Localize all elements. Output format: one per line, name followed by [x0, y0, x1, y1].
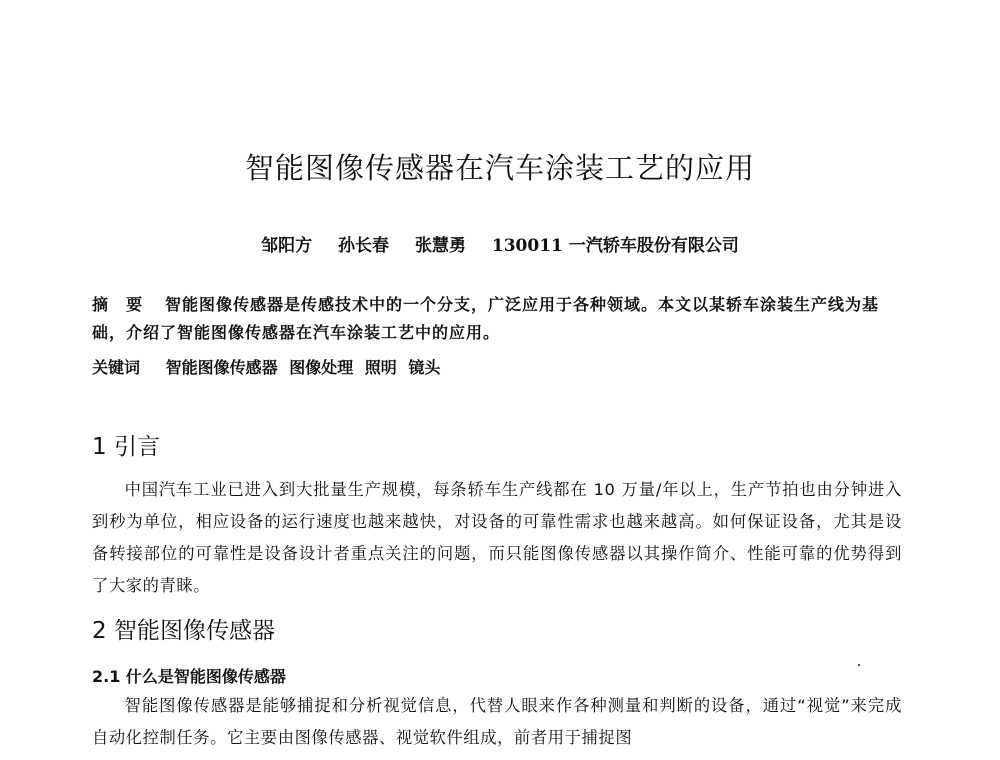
- postcode: 130011: [491, 236, 563, 256]
- section-heading: 2 智能图像传感器: [92, 618, 275, 644]
- author-name: 邹阳方: [261, 236, 313, 256]
- keyword: 图像处理: [289, 358, 354, 377]
- section-paragraph: 智能图像传感器是能够捕捉和分析视觉信息，代替人眼来作各种测量和判断的设备，通过“视觉”来完成自动化控制任务。它主要由图像传感器、视觉软件组成，前者用于捕捉图: [92, 696, 902, 747]
- subsection-heading: 2.1 什么是智能图像传感器: [92, 667, 286, 686]
- keyword: 镜头: [408, 358, 441, 377]
- author-name: 张慧勇: [414, 236, 466, 256]
- keyword: 照明: [364, 358, 397, 377]
- keywords: [92, 355, 908, 381]
- paper-title: 智能图像传感器在汽车涂装工艺的应用: [244, 151, 755, 185]
- author-name: 孙长春: [338, 236, 390, 256]
- section-paragraph: 中国汽车工业已进入到大批量生产规模，每条轿车生产线都在 10 万量/年以上，生产节拍也由分钟进入到秒为单位，相应设备的运行速度也越来越快，对设备的可靠性需求也越来越高。如何保证设备，尤其是设备转接部位的可靠性是设备设计者重点关注的问题，而只能图像传感器以其操作简介、性能可靠的优势得到了大家的青睐。: [92, 480, 902, 595]
- author-line: [0, 231, 1000, 256]
- keyword: 智能图像传感器: [165, 358, 278, 377]
- abstract-text: 智能图像传感器是传感技术中的一个分支，广泛应用于各种领域。本文以某轿车涂装生产线为基础，介绍了智能图像传感器在汽车涂装工艺中的应用。: [92, 295, 880, 342]
- abstract-label: 摘 要: [92, 295, 144, 314]
- affiliation: 一汽轿车股份有限公司: [568, 236, 739, 256]
- abstract: [92, 291, 908, 347]
- keywords-label: 关键词: [92, 358, 141, 377]
- section-heading: 1 引言: [92, 434, 160, 460]
- scan-speck: [858, 664, 860, 666]
